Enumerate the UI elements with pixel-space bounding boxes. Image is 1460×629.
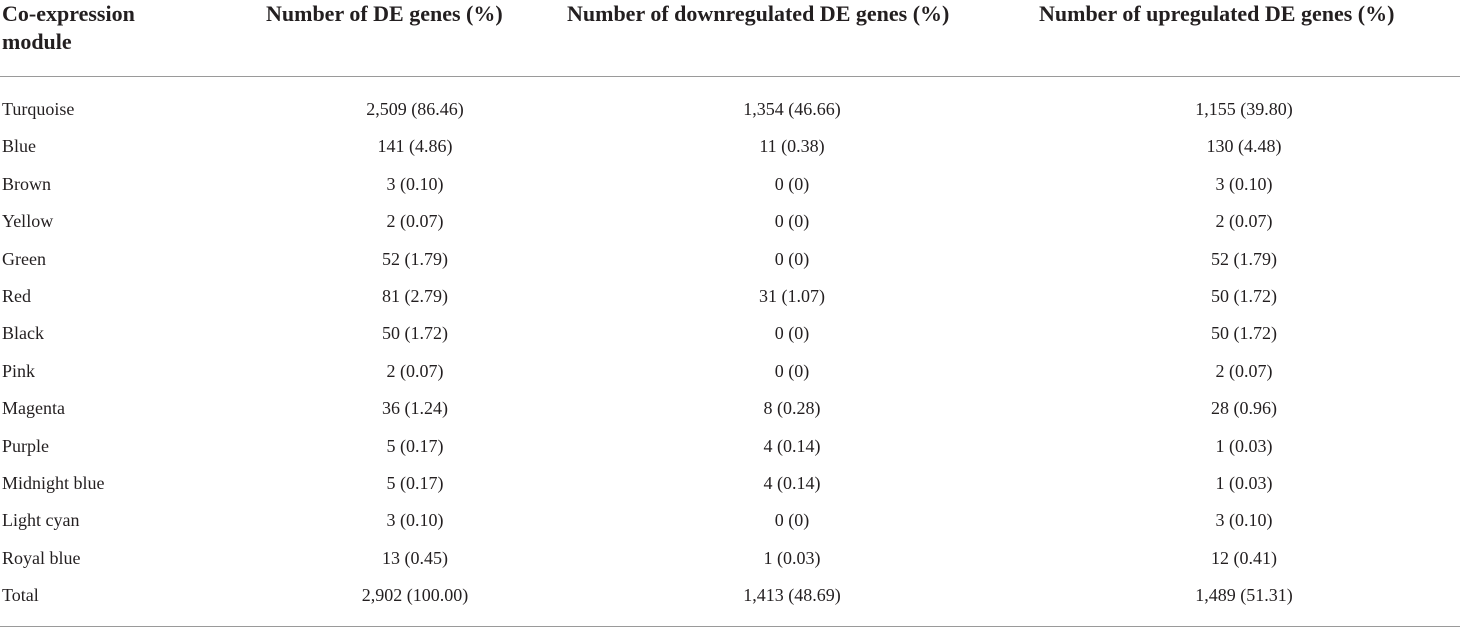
table-row: [0, 540, 1460, 577]
down-cell: 8 (0.28): [763, 398, 821, 419]
up-cell: 1 (0.03): [1215, 435, 1273, 456]
table-row: [0, 390, 1460, 427]
table-header-row: [0, 0, 1460, 77]
down-cell: 0 (0): [774, 211, 810, 232]
module-cell: Blue: [2, 136, 36, 157]
header-number-of-downregulated: Number of downregulated DE genes (%): [567, 1, 950, 26]
module-cell: Red: [2, 285, 31, 306]
module-cell: Midnight blue: [2, 472, 105, 493]
de-cell: 3 (0.10): [386, 173, 444, 194]
down-cell: 4 (0.14): [763, 435, 821, 456]
header-number-of-de-genes: Number of DE genes (%): [266, 1, 503, 26]
module-cell: Turquoise: [2, 99, 75, 119]
module-cell: Green: [2, 248, 46, 269]
down-cell: 0 (0): [774, 360, 810, 381]
module-cell: Royal blue: [2, 547, 81, 568]
up-cell: 50 (1.72): [1211, 285, 1277, 306]
de-cell: 141 (4.86): [377, 136, 453, 157]
de-cell: 2 (0.07): [386, 211, 444, 232]
table-row: [0, 166, 1460, 203]
up-cell: 1,155 (39.80): [1195, 99, 1293, 119]
up-cell: 1,489 (51.31): [1195, 585, 1293, 606]
table-row: [0, 278, 1460, 315]
table-body: [0, 77, 1460, 614]
up-cell: 3 (0.10): [1215, 510, 1273, 531]
down-cell: 1,413 (48.69): [743, 585, 841, 606]
table-row: [0, 203, 1460, 240]
de-cell: 50 (1.72): [382, 323, 448, 344]
down-cell: 4 (0.14): [763, 472, 821, 493]
module-cell: Black: [2, 323, 44, 344]
de-cell: 81 (2.79): [382, 285, 448, 306]
de-cell: 3 (0.10): [386, 510, 444, 531]
up-cell: 1 (0.03): [1215, 472, 1273, 493]
table-row: [0, 91, 1460, 128]
table-bottom-rule: [0, 626, 1460, 627]
module-cell: Yellow: [2, 211, 54, 232]
up-cell: 130 (4.48): [1206, 136, 1282, 157]
de-cell: 52 (1.79): [382, 248, 448, 269]
de-cell: 5 (0.17): [386, 472, 444, 493]
down-cell: 1,354 (46.66): [743, 99, 841, 119]
module-cell: Pink: [2, 360, 36, 381]
up-cell: 50 (1.72): [1211, 323, 1277, 344]
de-cell: 2,902 (100.00): [361, 585, 469, 606]
down-cell: 0 (0): [774, 510, 810, 531]
de-cell: 2,509 (86.46): [366, 99, 464, 119]
up-cell: 12 (0.41): [1211, 547, 1277, 568]
down-cell: 0 (0): [774, 323, 810, 344]
de-cell: 5 (0.17): [386, 435, 444, 456]
down-cell: 1 (0.03): [763, 547, 821, 568]
module-cell: Total: [2, 585, 39, 606]
table-row: [0, 353, 1460, 390]
up-cell: 52 (1.79): [1211, 248, 1277, 269]
de-cell: 36 (1.24): [382, 398, 448, 419]
de-cell: 2 (0.07): [386, 360, 444, 381]
table-row: [0, 241, 1460, 278]
table-row: [0, 502, 1460, 539]
down-cell: 0 (0): [774, 173, 810, 194]
down-cell: 11 (0.38): [759, 136, 825, 157]
table-row: [0, 315, 1460, 352]
header-number-of-upregulated: Number of upregulated DE genes (%): [1039, 1, 1395, 26]
module-cell: Magenta: [2, 398, 65, 419]
down-cell: 0 (0): [774, 248, 810, 269]
module-cell: Purple: [2, 435, 49, 456]
up-cell: 28 (0.96): [1211, 398, 1277, 419]
down-cell: 31 (1.07): [759, 285, 825, 306]
table-row: [0, 428, 1460, 465]
up-cell: 2 (0.07): [1215, 211, 1273, 232]
up-cell: 3 (0.10): [1215, 173, 1273, 194]
de-cell: 13 (0.45): [382, 547, 448, 568]
module-cell: Light cyan: [2, 510, 80, 531]
up-cell: 2 (0.07): [1215, 360, 1273, 381]
table-row: [0, 465, 1460, 502]
header-co-expression-module: Co-expression module: [2, 1, 135, 54]
module-cell: Brown: [2, 173, 51, 194]
table-row: [0, 128, 1460, 165]
table-row-total: [0, 577, 1460, 614]
